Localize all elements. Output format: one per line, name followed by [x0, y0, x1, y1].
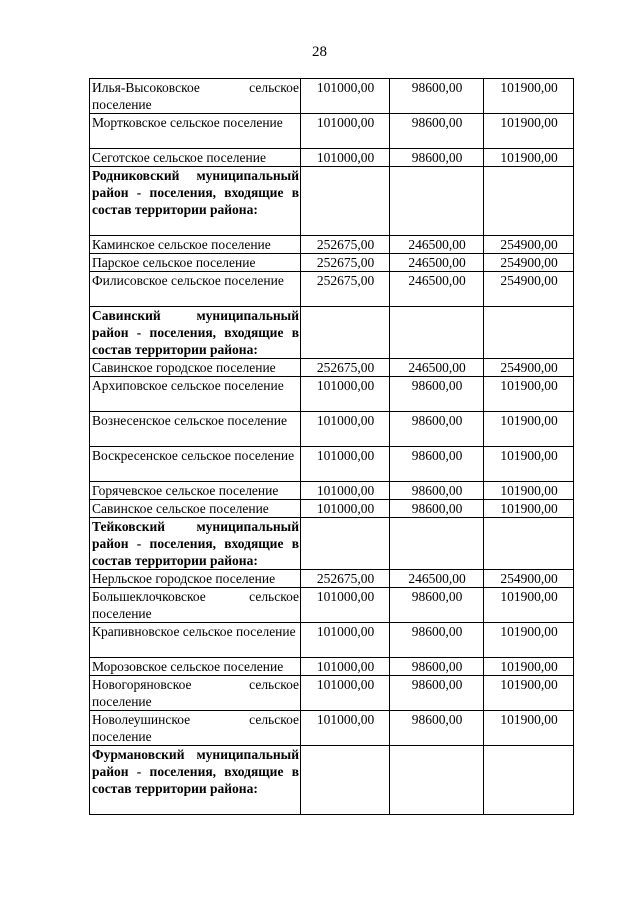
- value-col-2: [390, 518, 484, 570]
- settlement-name: Савинское сельское поселение: [90, 500, 301, 518]
- settlement-name: Сеготское сельское поселение: [90, 149, 301, 167]
- value-col-2: [390, 746, 484, 815]
- settlement-name: Новолеушинское сельское поселение: [90, 711, 301, 746]
- value-col-2: 246500,00: [390, 570, 484, 588]
- value-col-3: 254900,00: [484, 570, 574, 588]
- value-col-2: 246500,00: [390, 359, 484, 377]
- table-row: [90, 272, 574, 307]
- settlement-name: Горячевское сельское поселение: [90, 482, 301, 500]
- budget-table: [89, 78, 574, 815]
- value-col-3: 254900,00: [484, 236, 574, 254]
- value-col-1: 101000,00: [301, 412, 390, 447]
- district-header-row: [90, 307, 574, 359]
- settlement-name: Каминское сельское поселение: [90, 236, 301, 254]
- value-col-2: [390, 167, 484, 236]
- value-col-1: 252675,00: [301, 359, 390, 377]
- value-col-3: [484, 307, 574, 359]
- value-col-3: 101900,00: [484, 500, 574, 518]
- district-name: Тейковский муниципальный район - поселения, входящие в состав территории района:: [90, 518, 301, 570]
- district-header-row: [90, 518, 574, 570]
- value-col-1: 252675,00: [301, 272, 390, 307]
- settlement-name: Крапивновское сельское поселение: [90, 623, 301, 658]
- value-col-1: 252675,00: [301, 254, 390, 272]
- value-col-1: [301, 518, 390, 570]
- value-col-2: 98600,00: [390, 79, 484, 114]
- table-row: [90, 570, 574, 588]
- value-col-1: [301, 746, 390, 815]
- table-row: [90, 114, 574, 149]
- value-col-2: 98600,00: [390, 658, 484, 676]
- table-row: [90, 588, 574, 623]
- value-col-2: 98600,00: [390, 711, 484, 746]
- district-name: Родниковский муниципальный район - поселения, входящие в состав территории района:: [90, 167, 301, 236]
- value-col-2: 98600,00: [390, 623, 484, 658]
- value-col-1: 101000,00: [301, 711, 390, 746]
- table-row: [90, 79, 574, 114]
- value-col-2: 98600,00: [390, 412, 484, 447]
- value-col-1: 101000,00: [301, 114, 390, 149]
- table-row: [90, 377, 574, 412]
- value-col-3: [484, 746, 574, 815]
- settlement-name: Морозовское сельское поселение: [90, 658, 301, 676]
- value-col-1: 101000,00: [301, 676, 390, 711]
- district-name: Фурмановский муниципальный район - поселения, входящие в состав территории района:: [90, 746, 301, 815]
- value-col-1: 101000,00: [301, 79, 390, 114]
- settlement-name: Савинское городское поселение: [90, 359, 301, 377]
- table-row: [90, 254, 574, 272]
- page-number: 28: [312, 44, 327, 60]
- settlement-name: Архиповское сельское поселение: [90, 377, 301, 412]
- settlement-name: Нерльское городское поселение: [90, 570, 301, 588]
- value-col-1: 101000,00: [301, 377, 390, 412]
- table-row: [90, 658, 574, 676]
- value-col-1: 101000,00: [301, 447, 390, 482]
- value-col-3: 101900,00: [484, 588, 574, 623]
- table-row: [90, 149, 574, 167]
- value-col-2: [390, 307, 484, 359]
- value-col-3: 101900,00: [484, 79, 574, 114]
- value-col-3: 101900,00: [484, 623, 574, 658]
- value-col-1: 101000,00: [301, 482, 390, 500]
- value-col-1: 101000,00: [301, 623, 390, 658]
- value-col-3: 254900,00: [484, 359, 574, 377]
- value-col-3: [484, 167, 574, 236]
- table-row: [90, 412, 574, 447]
- settlement-name: Парское сельское поселение: [90, 254, 301, 272]
- value-col-3: 101900,00: [484, 377, 574, 412]
- table-row: [90, 482, 574, 500]
- district-name: Савинский муниципальный район - поселения, входящие в состав территории района:: [90, 307, 301, 359]
- value-col-3: 101900,00: [484, 482, 574, 500]
- value-col-3: 101900,00: [484, 711, 574, 746]
- value-col-3: 254900,00: [484, 272, 574, 307]
- value-col-1: [301, 167, 390, 236]
- value-col-3: 101900,00: [484, 676, 574, 711]
- value-col-3: 101900,00: [484, 447, 574, 482]
- value-col-1: [301, 307, 390, 359]
- value-col-2: 98600,00: [390, 676, 484, 711]
- value-col-2: 98600,00: [390, 588, 484, 623]
- value-col-3: 101900,00: [484, 114, 574, 149]
- value-col-2: 98600,00: [390, 114, 484, 149]
- value-col-1: 101000,00: [301, 658, 390, 676]
- value-col-1: 101000,00: [301, 500, 390, 518]
- value-col-1: 101000,00: [301, 149, 390, 167]
- value-col-2: 98600,00: [390, 500, 484, 518]
- table-row: [90, 447, 574, 482]
- value-col-2: 98600,00: [390, 149, 484, 167]
- table-row: [90, 711, 574, 746]
- district-header-row: [90, 167, 574, 236]
- settlement-name: Филисовское сельское поселение: [90, 272, 301, 307]
- value-col-3: 101900,00: [484, 149, 574, 167]
- value-col-3: 101900,00: [484, 658, 574, 676]
- value-col-1: 252675,00: [301, 236, 390, 254]
- district-header-row: [90, 746, 574, 815]
- value-col-2: 246500,00: [390, 272, 484, 307]
- value-col-2: 98600,00: [390, 447, 484, 482]
- settlement-name: Новогоряновское сельское поселение: [90, 676, 301, 711]
- settlement-name: Мортковское сельское поселение: [90, 114, 301, 149]
- value-col-1: 101000,00: [301, 588, 390, 623]
- settlement-name: Вознесенское сельское поселение: [90, 412, 301, 447]
- value-col-2: 98600,00: [390, 377, 484, 412]
- settlement-name: Илья-Высоковское сельское поселение: [90, 79, 301, 114]
- value-col-2: 246500,00: [390, 236, 484, 254]
- table-row: [90, 500, 574, 518]
- table-row: [90, 236, 574, 254]
- table-row: [90, 623, 574, 658]
- settlement-name: Воскресенское сельское поселение: [90, 447, 301, 482]
- table-row: [90, 359, 574, 377]
- value-col-1: 252675,00: [301, 570, 390, 588]
- value-col-2: 98600,00: [390, 482, 484, 500]
- value-col-3: 101900,00: [484, 412, 574, 447]
- value-col-3: [484, 518, 574, 570]
- value-col-2: 246500,00: [390, 254, 484, 272]
- table-row: [90, 676, 574, 711]
- settlement-name: Большеклочковское сельское поселение: [90, 588, 301, 623]
- value-col-3: 254900,00: [484, 254, 574, 272]
